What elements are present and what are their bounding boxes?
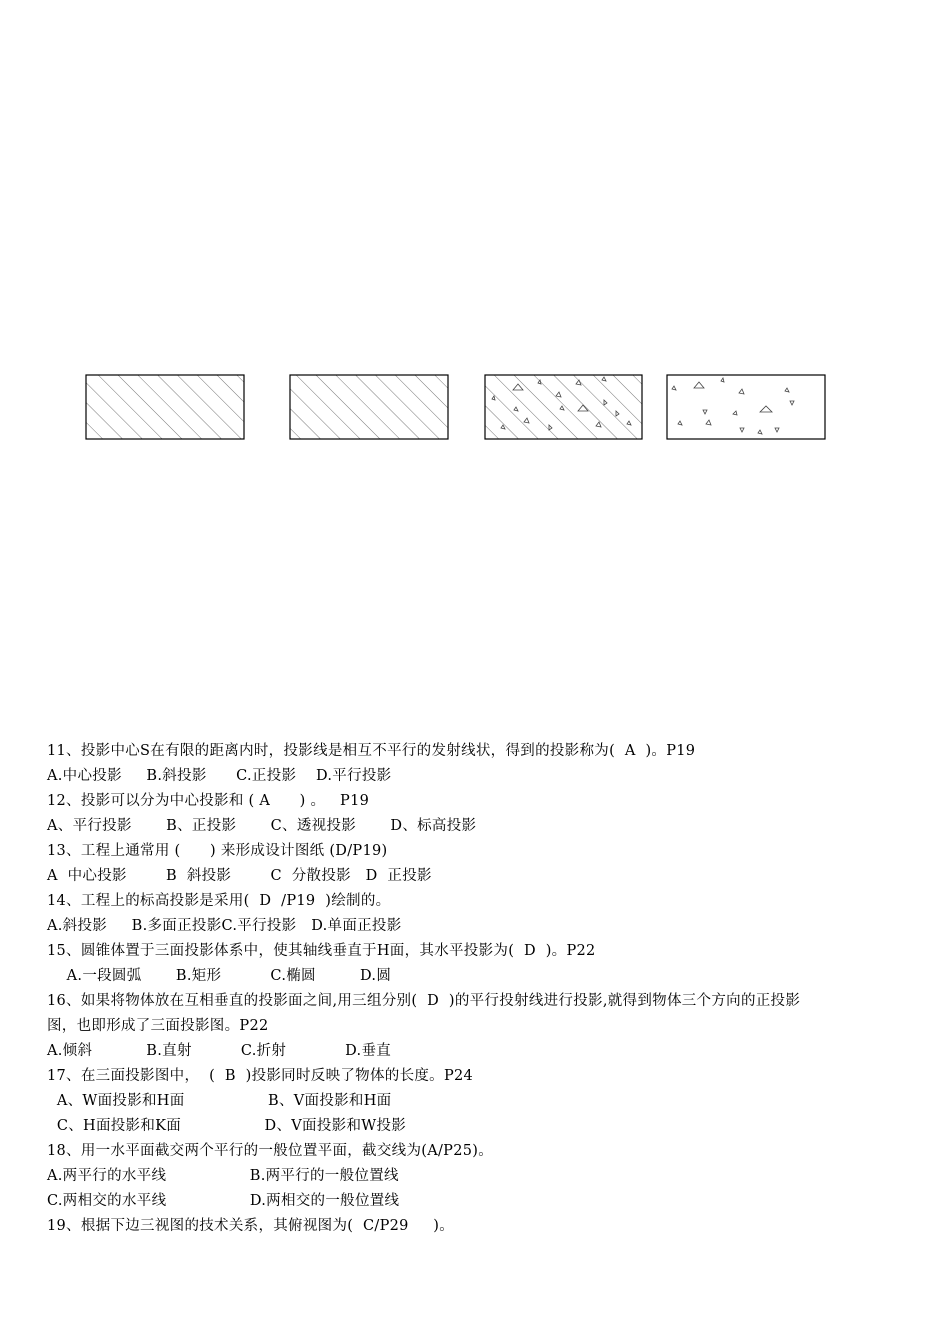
q12-stem: 12、投影可以分为中心投影和 ( A ) 。 P19: [47, 793, 370, 809]
hatch-box-2: [290, 375, 448, 439]
q18-options: A.两平行的水平线 B.两平行的一般位置线: [47, 1168, 399, 1184]
q11-options: A.中心投影 B.斜投影 C.正投影 D.平行投影: [47, 768, 392, 784]
q15-options: A.一段圆弧 B.矩形 C.椭圆 D.圆: [47, 968, 392, 984]
q16-stem-cont: 图，也即形成了三面投影图。P22: [47, 1018, 269, 1034]
q17-stem: 17、在三面投影图中， ( B )投影同时反映了物体的长度。P24: [47, 1068, 474, 1084]
q14-options: A.斜投影 B.多面正投影C.平行投影 D.单面正投影: [47, 918, 402, 934]
q15-stem: 15、圆锥体置于三面投影体系中，使其轴线垂直于H面，其水平投影为( D )。P22: [47, 943, 596, 959]
q14-stem: 14、工程上的标高投影是采用( D /P19 )绘制的。: [47, 893, 391, 909]
hatch-box-4: [667, 375, 825, 439]
q13-stem: 13、工程上通常用 ( ) 来形成设计图纸 (D/P19): [47, 843, 388, 859]
q17-options: A、W面投影和H面 B、V面投影和H面: [47, 1093, 392, 1109]
q16-stem: 16、如果将物体放在互相垂直的投影面之间,用三组分别( D )的平行投射线进行投影,就得到物体三个方向的正投影: [47, 993, 801, 1009]
q11-stem: 11、投影中心S在有限的距离内时，投影线是相互不平行的发射线状，得到的投影称为( A )。P19: [47, 743, 696, 759]
material-hatch-figures: [0, 0, 950, 470]
q17-options-2: C、H面投影和K面 D、V面投影和W投影: [47, 1118, 407, 1134]
q18-stem: 18、用一水平面截交两个平行的一般位置平面，截交线为(A/P25)。: [47, 1143, 494, 1159]
hatch-box-3: [485, 375, 642, 439]
q12-options: A、平行投影 B、正投影 C、透视投影 D、标高投影: [47, 818, 477, 834]
q18-options-2: C.两相交的水平线 D.两相交的一般位置线: [47, 1193, 400, 1209]
hatch-box-1: [86, 375, 244, 439]
q13-options: A 中心投影 B 斜投影 C 分散投影 D 正投影: [47, 868, 432, 884]
q19-stem: 19、根据下边三视图的技术关系，其俯视图为( C/P29 )。: [47, 1218, 455, 1234]
q16-options: A.倾斜 B.直射 C.折射 D.垂直: [47, 1043, 392, 1059]
